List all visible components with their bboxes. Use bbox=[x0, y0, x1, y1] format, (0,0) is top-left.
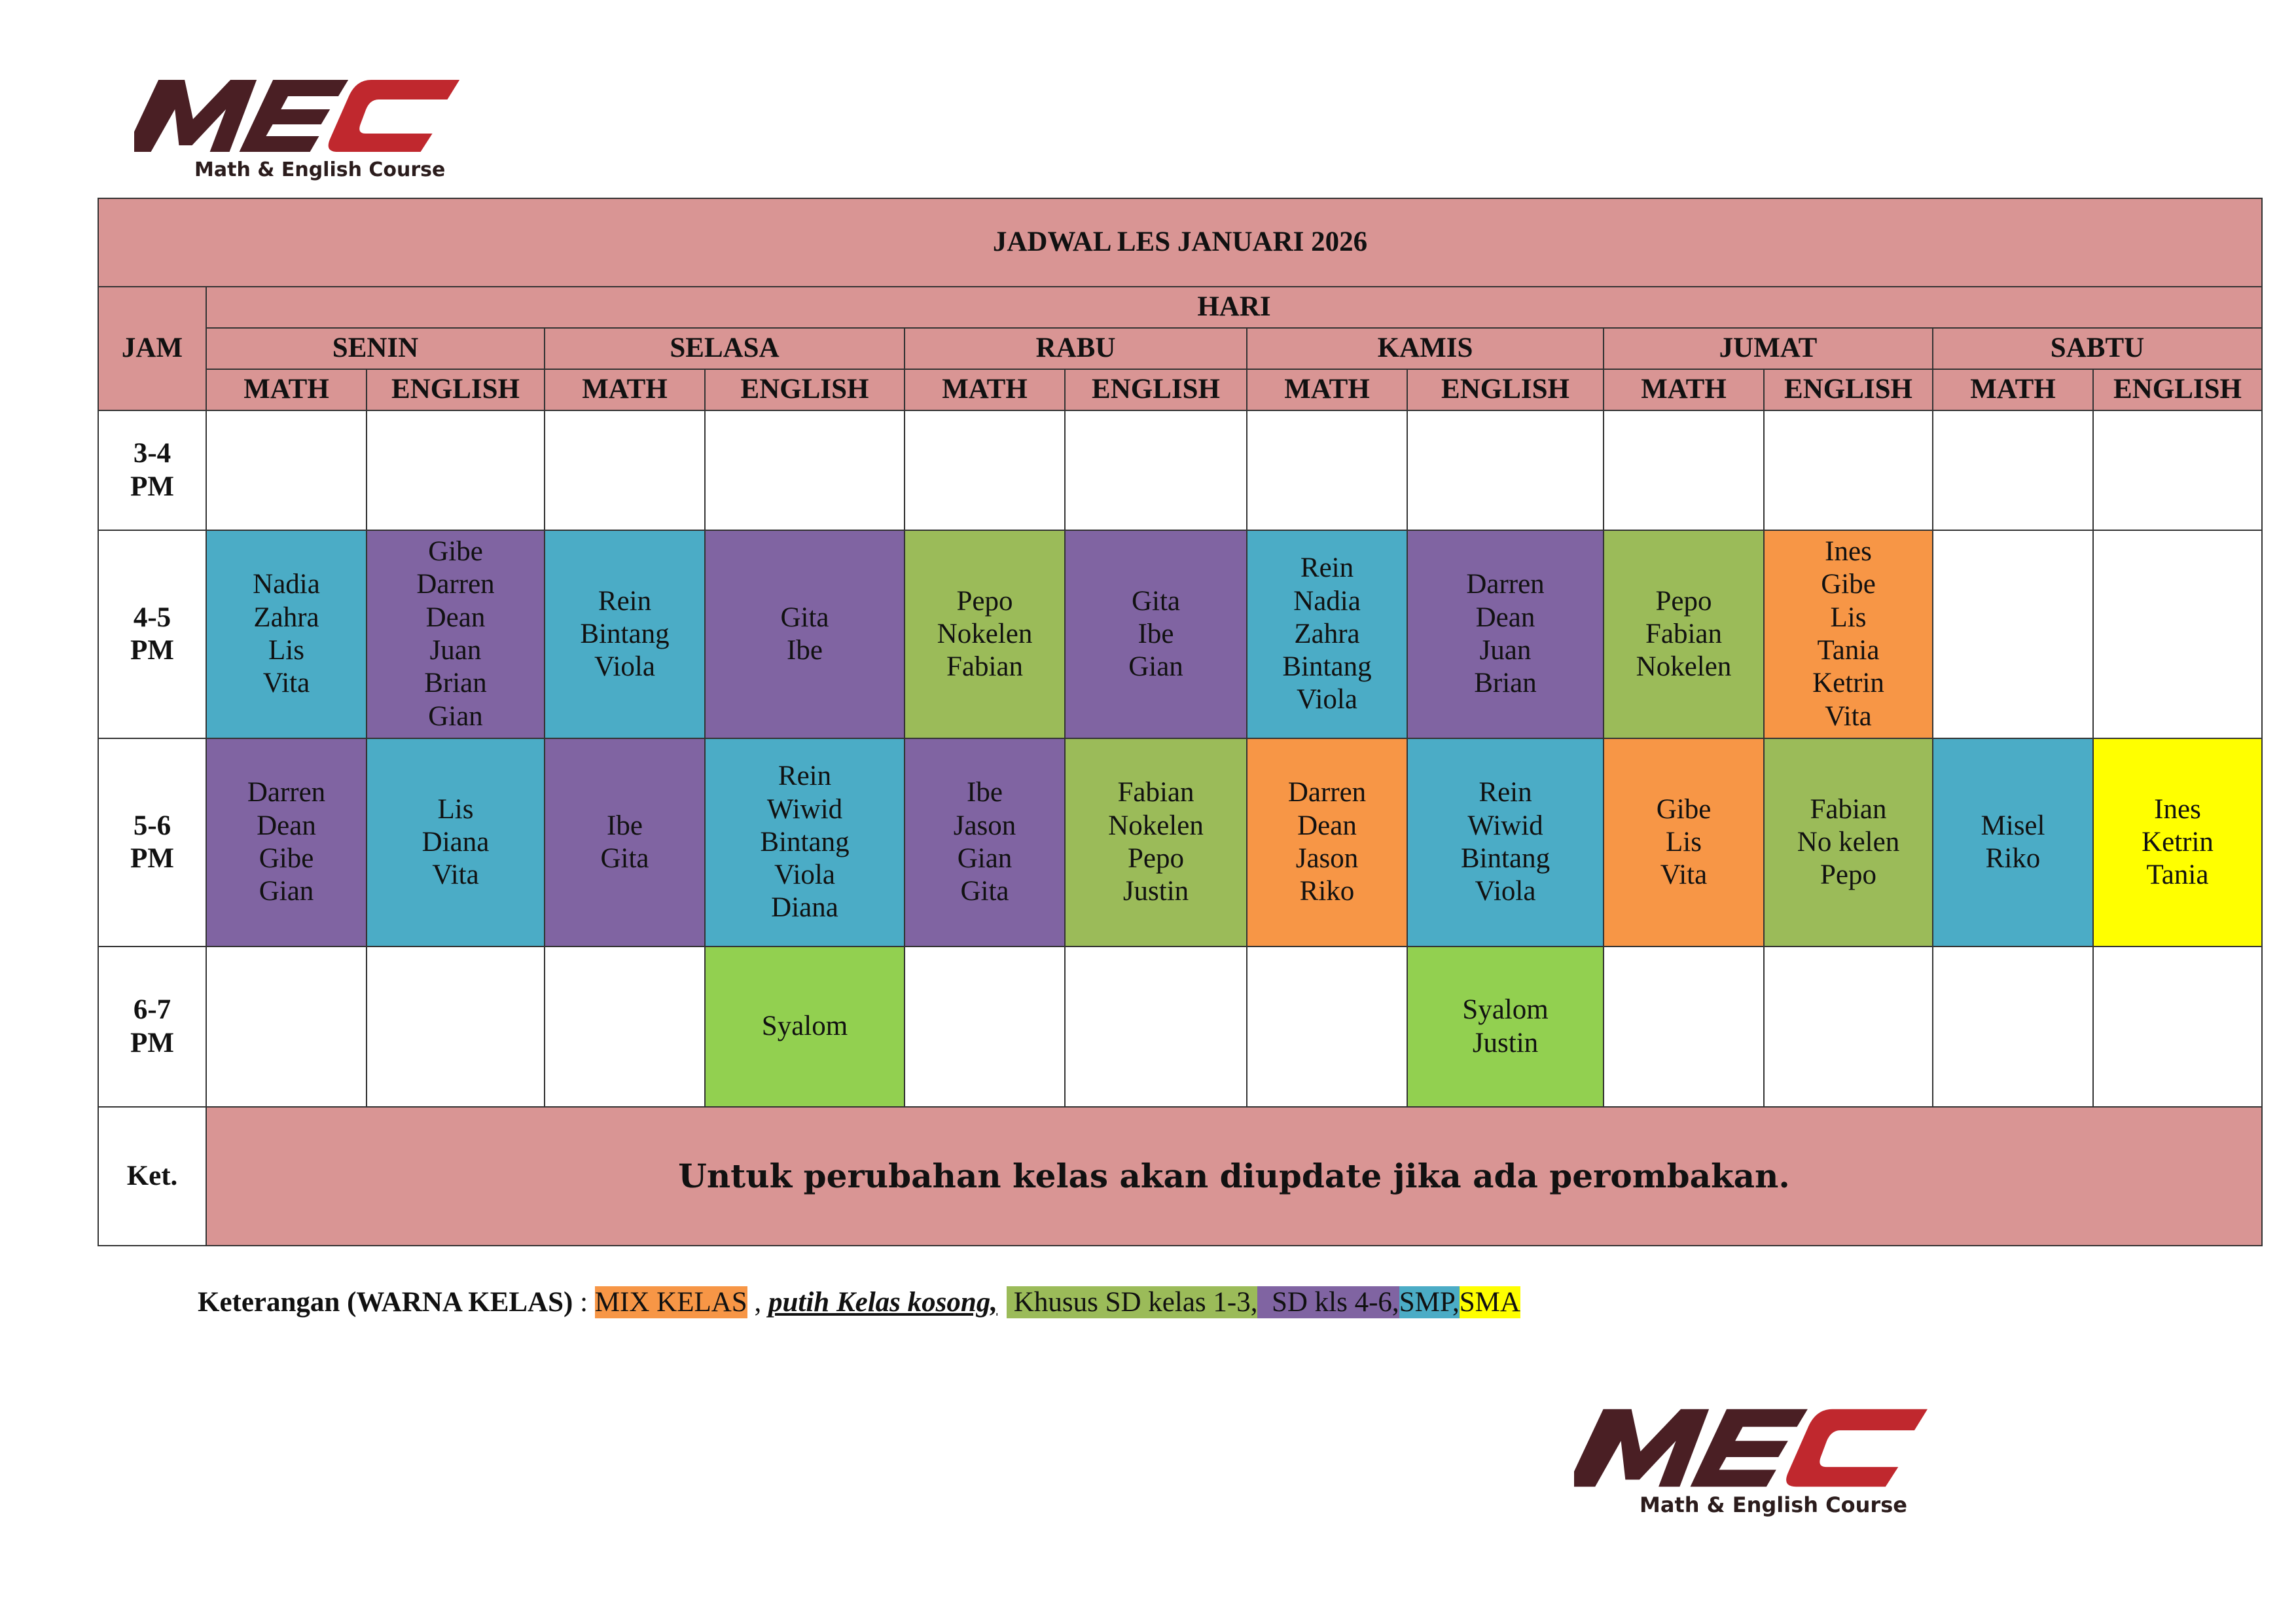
class-cell bbox=[2093, 410, 2262, 530]
student-name: Ketrin bbox=[2142, 826, 2214, 857]
day-header-senin: SENIN bbox=[206, 328, 545, 369]
schedule-table bbox=[98, 198, 2263, 1246]
student-name: Juan bbox=[1479, 635, 1532, 666]
student-name: Bintang bbox=[760, 826, 850, 857]
student-name: Nadia bbox=[1293, 585, 1361, 617]
legend-mix-kelas: MIX KELAS bbox=[594, 1287, 747, 1318]
student-name: Bintang bbox=[580, 618, 670, 649]
student-name: Viola bbox=[1475, 876, 1536, 907]
class-cell bbox=[705, 947, 905, 1107]
student-name: Gibe bbox=[428, 536, 483, 568]
subject-header-math: MATH bbox=[1933, 369, 2093, 410]
student-name: Pepo bbox=[1655, 585, 1712, 617]
mec-logo-bottom bbox=[1574, 1402, 1954, 1526]
class-cell bbox=[1604, 410, 1764, 530]
student-name: Rein bbox=[778, 761, 832, 792]
student-name: Tania bbox=[2146, 859, 2209, 891]
student-name: Dean bbox=[425, 602, 486, 633]
student-name: Jason bbox=[1295, 843, 1359, 874]
day-header-kamis: KAMIS bbox=[1247, 328, 1604, 369]
student-name: Vita bbox=[1825, 700, 1872, 732]
time-row bbox=[98, 530, 2262, 738]
class-cell bbox=[705, 530, 905, 738]
subject-header-math: MATH bbox=[1604, 369, 1764, 410]
student-name: Diana bbox=[422, 826, 490, 857]
class-cell bbox=[206, 410, 367, 530]
student-name: Pepo bbox=[1128, 843, 1184, 874]
logo-subtitle: Math & English Course bbox=[194, 158, 446, 181]
student-name: Ketrin bbox=[1812, 668, 1884, 699]
student-name: Darren bbox=[416, 569, 495, 600]
class-cell bbox=[1604, 947, 1764, 1107]
student-name: Gian bbox=[957, 843, 1013, 874]
day-header-jumat: JUMAT bbox=[1604, 328, 1933, 369]
legend-label: Keterangan (WARNA KELAS) bbox=[198, 1287, 573, 1318]
class-cell bbox=[2093, 947, 2262, 1107]
class-cell bbox=[1933, 410, 2093, 530]
class-cell bbox=[1604, 530, 1764, 738]
student-name: Ines bbox=[2154, 793, 2201, 825]
student-name: Gita bbox=[1131, 585, 1181, 617]
student-name: Darren bbox=[1466, 569, 1545, 600]
student-name: Nadia bbox=[253, 569, 320, 600]
class-cell bbox=[1407, 738, 1604, 947]
class-cell bbox=[545, 947, 705, 1107]
student-name: Darren bbox=[1287, 777, 1367, 808]
student-name: Viola bbox=[1297, 684, 1357, 715]
ket-label: Ket. bbox=[98, 1107, 206, 1246]
class-cell bbox=[1065, 738, 1247, 947]
mec-logo-mark bbox=[134, 73, 481, 158]
day-header-selasa: SELASA bbox=[545, 328, 905, 369]
student-name: Lis bbox=[1830, 602, 1867, 633]
class-cell bbox=[1764, 410, 1933, 530]
student-name: Gian bbox=[1128, 651, 1183, 683]
legend-smp: SMP, bbox=[1399, 1287, 1460, 1318]
student-name: Darren bbox=[247, 777, 326, 808]
class-cell bbox=[545, 530, 705, 738]
subject-header-english: ENGLISH bbox=[1407, 369, 1604, 410]
student-name: Gibe bbox=[1656, 793, 1712, 825]
student-name: Jason bbox=[953, 810, 1016, 841]
class-cell bbox=[905, 947, 1065, 1107]
class-cell bbox=[1065, 947, 1247, 1107]
class-cell bbox=[367, 530, 545, 738]
time-row bbox=[98, 947, 2262, 1107]
student-name: Ibe bbox=[967, 777, 1003, 808]
student-name: Fabian bbox=[946, 651, 1024, 683]
class-cell bbox=[1247, 410, 1407, 530]
student-name: Fabian bbox=[1810, 793, 1887, 825]
legend-putih: putih Kelas kosong, bbox=[768, 1287, 998, 1318]
student-name: Lis bbox=[437, 793, 474, 825]
student-name: Pepo bbox=[956, 585, 1013, 617]
class-cell bbox=[705, 410, 905, 530]
student-name: Zahra bbox=[1294, 618, 1360, 649]
student-name: No kelen bbox=[1797, 826, 1900, 857]
student-name: Rein bbox=[598, 585, 652, 617]
class-cell bbox=[905, 738, 1065, 947]
student-name: Vita bbox=[1660, 859, 1708, 891]
student-name: Gibe bbox=[1821, 569, 1876, 600]
class-cell bbox=[1933, 738, 2093, 947]
class-cell bbox=[1933, 947, 2093, 1107]
student-name: Fabian bbox=[1645, 618, 1723, 649]
student-name: Gian bbox=[259, 876, 314, 907]
student-name: Riko bbox=[1299, 876, 1355, 907]
subject-header-english: ENGLISH bbox=[1065, 369, 1247, 410]
student-name: Juan bbox=[429, 635, 482, 666]
class-cell bbox=[367, 738, 545, 947]
subject-header-math: MATH bbox=[1247, 369, 1407, 410]
legend-sd-4-6: SD kls 4-6, bbox=[1257, 1287, 1399, 1318]
class-cell bbox=[206, 738, 367, 947]
subject-header-math: MATH bbox=[206, 369, 367, 410]
schedule-title: JADWAL LES JANUARI 2026 bbox=[98, 198, 2262, 287]
class-cell bbox=[905, 530, 1065, 738]
student-name: Brian bbox=[1474, 668, 1537, 699]
class-cell bbox=[1247, 947, 1407, 1107]
student-name: Ibe bbox=[787, 635, 823, 666]
student-name: Ines bbox=[1825, 536, 1872, 568]
student-name: Nokelen bbox=[1108, 810, 1204, 841]
logo-subtitle: Math & English Course bbox=[1640, 1492, 1907, 1517]
class-cell bbox=[1247, 530, 1407, 738]
class-cell bbox=[367, 947, 545, 1107]
class-cell bbox=[905, 410, 1065, 530]
time-row bbox=[98, 738, 2262, 947]
subject-header-english: ENGLISH bbox=[367, 369, 545, 410]
student-name: Gita bbox=[780, 602, 829, 633]
class-cell bbox=[2093, 738, 2262, 947]
student-name: Gita bbox=[600, 843, 649, 874]
student-name: Diana bbox=[771, 892, 838, 924]
student-name: Lis bbox=[268, 635, 304, 666]
time-slot-label: 3-4 PM bbox=[98, 410, 206, 530]
legend-comma: , bbox=[747, 1287, 768, 1318]
student-name: Ibe bbox=[607, 810, 643, 841]
subject-header-math: MATH bbox=[905, 369, 1065, 410]
day-header-rabu: RABU bbox=[905, 328, 1247, 369]
subject-header-math: MATH bbox=[545, 369, 705, 410]
class-cell bbox=[1933, 530, 2093, 738]
mec-logo-mark bbox=[1574, 1402, 1954, 1494]
class-cell bbox=[1065, 410, 1247, 530]
legend-sma: SMA bbox=[1459, 1287, 1520, 1318]
class-cell bbox=[206, 530, 367, 738]
class-cell bbox=[2093, 530, 2262, 738]
class-cell bbox=[1407, 410, 1604, 530]
class-cell bbox=[545, 410, 705, 530]
student-name: Riko bbox=[1985, 843, 2041, 874]
class-cell bbox=[367, 410, 545, 530]
legend-separator: : bbox=[573, 1287, 595, 1318]
jam-header: JAM bbox=[98, 287, 206, 410]
hari-header: HARI bbox=[206, 287, 2262, 328]
class-cell bbox=[1407, 947, 1604, 1107]
time-row bbox=[98, 410, 2262, 530]
student-name: Syalom bbox=[1462, 994, 1549, 1026]
time-slot-label: 6-7 PM bbox=[98, 947, 206, 1107]
class-cell bbox=[545, 738, 705, 947]
legend-sd-1-3: Khusus SD kelas 1-3, bbox=[1007, 1287, 1258, 1318]
student-name: Justin bbox=[1472, 1027, 1539, 1058]
day-header-sabtu: SABTU bbox=[1933, 328, 2262, 369]
student-name: Brian bbox=[424, 668, 487, 699]
class-cell bbox=[1764, 738, 1933, 947]
subject-header-english: ENGLISH bbox=[1764, 369, 1933, 410]
student-name: Tania bbox=[1817, 635, 1880, 666]
subject-header-english: ENGLISH bbox=[2093, 369, 2262, 410]
student-name: Viola bbox=[774, 859, 835, 891]
student-name: Dean bbox=[1475, 602, 1535, 633]
student-name: Wiwid bbox=[1467, 810, 1543, 841]
class-cell bbox=[1764, 530, 1933, 738]
color-legend bbox=[198, 1286, 1520, 1318]
class-cell bbox=[1247, 738, 1407, 947]
student-name: Bintang bbox=[1282, 651, 1372, 683]
class-cell bbox=[1065, 530, 1247, 738]
student-name: Viola bbox=[594, 651, 655, 683]
student-name: Gian bbox=[428, 700, 483, 732]
time-slot-label: 5-6 PM bbox=[98, 738, 206, 947]
student-name: Dean bbox=[257, 810, 316, 841]
student-name: Vita bbox=[262, 668, 310, 699]
ket-note: Untuk perubahan kelas akan diupdate jika ada perombakan. bbox=[206, 1107, 2262, 1246]
student-name: Fabian bbox=[1117, 777, 1194, 808]
time-slot-label: 4-5 PM bbox=[98, 530, 206, 738]
student-name: Nokelen bbox=[937, 618, 1033, 649]
student-name: Ibe bbox=[1138, 618, 1174, 649]
student-name: Bintang bbox=[1460, 843, 1551, 874]
student-name: Syalom bbox=[761, 1011, 848, 1042]
class-cell bbox=[1604, 738, 1764, 947]
student-name: Gibe bbox=[259, 843, 314, 874]
class-cell bbox=[1407, 530, 1604, 738]
student-name: Pepo bbox=[1820, 859, 1876, 891]
student-name: Misel bbox=[1981, 810, 2045, 841]
student-name: Vita bbox=[432, 859, 479, 891]
class-cell bbox=[1764, 947, 1933, 1107]
student-name: Dean bbox=[1297, 810, 1357, 841]
student-name: Nokelen bbox=[1636, 651, 1732, 683]
student-name: Rein bbox=[1300, 552, 1354, 584]
student-name: Rein bbox=[1479, 777, 1532, 808]
student-name: Gita bbox=[960, 876, 1009, 907]
student-name: Wiwid bbox=[766, 793, 843, 825]
mec-logo-top bbox=[134, 73, 481, 191]
student-name: Lis bbox=[1666, 826, 1702, 857]
student-name: Justin bbox=[1122, 876, 1189, 907]
class-cell bbox=[705, 738, 905, 947]
student-name: Zahra bbox=[253, 602, 319, 633]
subject-header-english: ENGLISH bbox=[705, 369, 905, 410]
class-cell bbox=[206, 947, 367, 1107]
